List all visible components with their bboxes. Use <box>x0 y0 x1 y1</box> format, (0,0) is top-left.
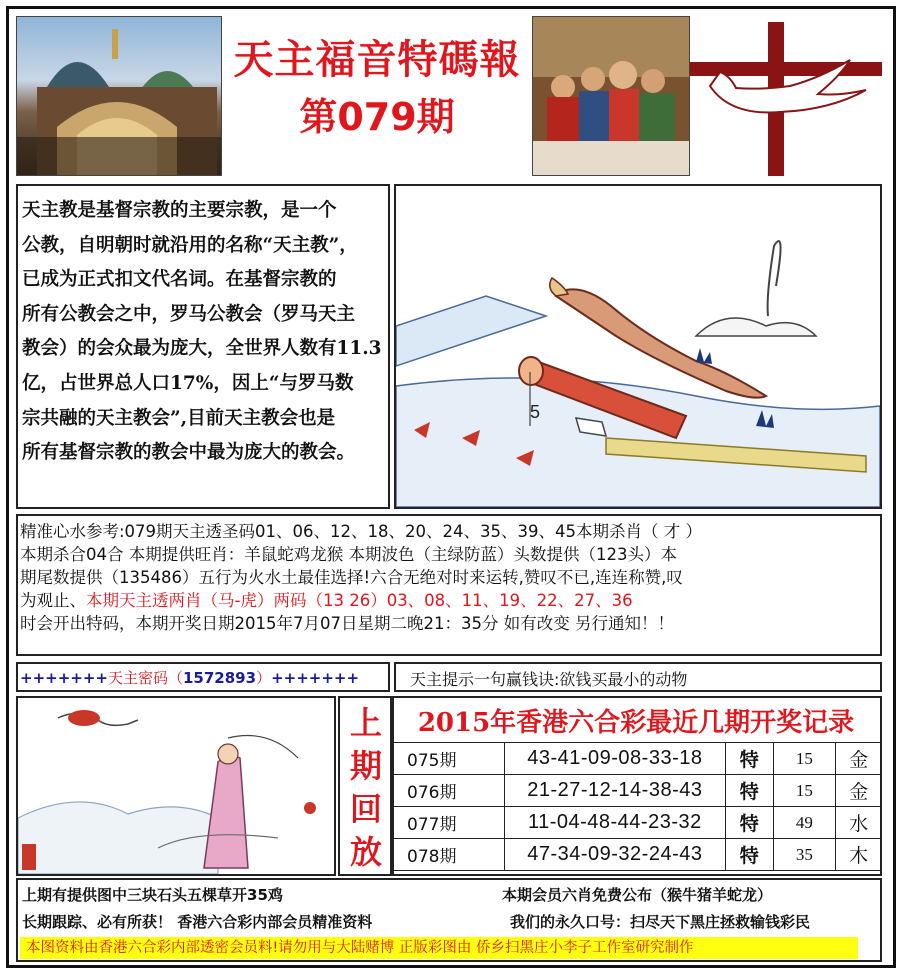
guide-line4-prefix: 为观止、 <box>20 591 86 610</box>
record-element: 木 <box>836 839 882 871</box>
hint-text: 天主提示一句赢钱诀:欲钱买最小的动物 <box>410 670 688 689</box>
replay-char: 放 <box>349 833 382 871</box>
record-issue: 076期 <box>393 775 505 807</box>
intro-line: 教会）的会众最为庞大，全世界人数有11.3 <box>22 338 382 360</box>
draw-records-table <box>392 742 882 871</box>
record-special: 35 <box>773 839 836 871</box>
table-row <box>393 743 882 775</box>
secret-close-paren: ） <box>256 669 272 687</box>
intro-text <box>22 194 384 471</box>
intro-line: 公教，自明朝时就沿用的名称“天主教”， <box>22 234 358 256</box>
record-numbers: 43-41-09-08-33-18 <box>504 743 725 775</box>
footer-slogan: 我们的永久口号：扫尽天下黑庄拯救输钱彩民 <box>510 913 811 931</box>
guide-line: 精准心水参考:079期天主透圣码01、06、12、18、20、24、35、39、45本期杀肖（ 才 ） <box>20 522 703 541</box>
guide-line: 时会开出特码，本期开奖日期2015年7月07日星期二晚21：35分 如有改变 另行通知！！ <box>20 614 674 633</box>
secret-code <box>20 667 359 688</box>
record-element: 金 <box>836 743 882 775</box>
last-issue-picture <box>16 696 336 876</box>
records-title: 2015年香港六合彩最近几期开奖记录 <box>417 708 855 738</box>
record-special: 49 <box>773 807 836 839</box>
secret-prefix: +++++++ <box>20 669 108 687</box>
secret-code-value: 1572893 <box>183 669 257 687</box>
guide-text <box>20 520 882 635</box>
record-special-label: 特 <box>725 807 773 839</box>
record-element: 水 <box>836 807 882 839</box>
table-row <box>393 775 882 807</box>
record-numbers: 47-34-09-32-24-43 <box>504 839 725 871</box>
guide-line: 期尾数提供（135486）五行为火水土最佳选择!六合无绝对时来运转,赞叹不已,连连称赞,叹 <box>20 568 683 587</box>
riddle-illustration <box>394 184 882 509</box>
replay-char: 回 <box>349 790 382 828</box>
record-issue: 077期 <box>393 807 505 839</box>
issue-number: 第079期 <box>299 95 455 139</box>
intro-line: 亿，占世界总人口17%，因上“与罗马数 <box>22 372 354 394</box>
record-issue: 075期 <box>393 743 505 775</box>
record-element: 金 <box>836 775 882 807</box>
cathedral-photo <box>16 16 222 176</box>
secret-suffix: +++++++ <box>271 669 360 687</box>
cross-dove-image <box>690 16 882 176</box>
footer-tracking-note: 长期跟踪、必有所获！ 香港六合彩内部会员精准资料 <box>22 913 373 931</box>
record-issue: 078期 <box>393 839 505 871</box>
record-special: 15 <box>773 743 836 775</box>
guide-highlight: 本期天主透两肖（马-虎）两码（13 26）03、08、11、19、22、27、36 <box>86 591 633 610</box>
record-special: 15 <box>773 775 836 807</box>
record-special-label: 特 <box>725 775 773 807</box>
table-row <box>393 839 882 871</box>
illustration-number: 5 <box>530 402 541 422</box>
record-special-label: 特 <box>725 743 773 775</box>
record-numbers: 21-27-12-14-38-43 <box>504 775 725 807</box>
guide-line <box>20 589 882 612</box>
replay-char: 上 <box>349 704 382 742</box>
secret-label: 天主密码（ <box>107 669 183 687</box>
guide-line: 本期杀合04合 本期提供旺肖：羊鼠蛇鸡龙猴 本期波色（主绿防蓝）头数提供（123头）本 <box>20 545 677 564</box>
table-row <box>393 807 882 839</box>
last-supper-painting <box>532 16 690 176</box>
record-special-label: 特 <box>725 839 773 871</box>
intro-line: 宗共融的天主教会”,目前天主教会也是 <box>22 407 336 429</box>
intro-line: 天主教是基督宗教的主要宗教，是一个 <box>22 200 337 221</box>
newspaper-title: 天主福音特碼報 <box>233 37 521 83</box>
replay-char: 期 <box>349 747 382 785</box>
intro-line: 已成为正式扣文代名词。在基督宗教的 <box>22 269 337 291</box>
record-numbers: 11-04-48-44-23-32 <box>504 807 725 839</box>
footer-member-note: 本期会员六肖免费公布（猴牛猪羊蛇龙） <box>502 886 773 904</box>
intro-line: 所有公教会之中，罗马公教会（罗马天主 <box>22 303 356 325</box>
footer-banner: 本图资料由香港六合彩内部透密会员料!请勿用与大陆赌博 正版彩图由 侨乡扫黑庄小李子工作室研究制作 <box>20 937 858 959</box>
intro-line: 所有基督宗教的教会中最为庞大的教会。 <box>22 442 356 464</box>
footer-last-issue-note: 上期有提供图中三块石头五棵草开35鸡 <box>22 886 283 904</box>
